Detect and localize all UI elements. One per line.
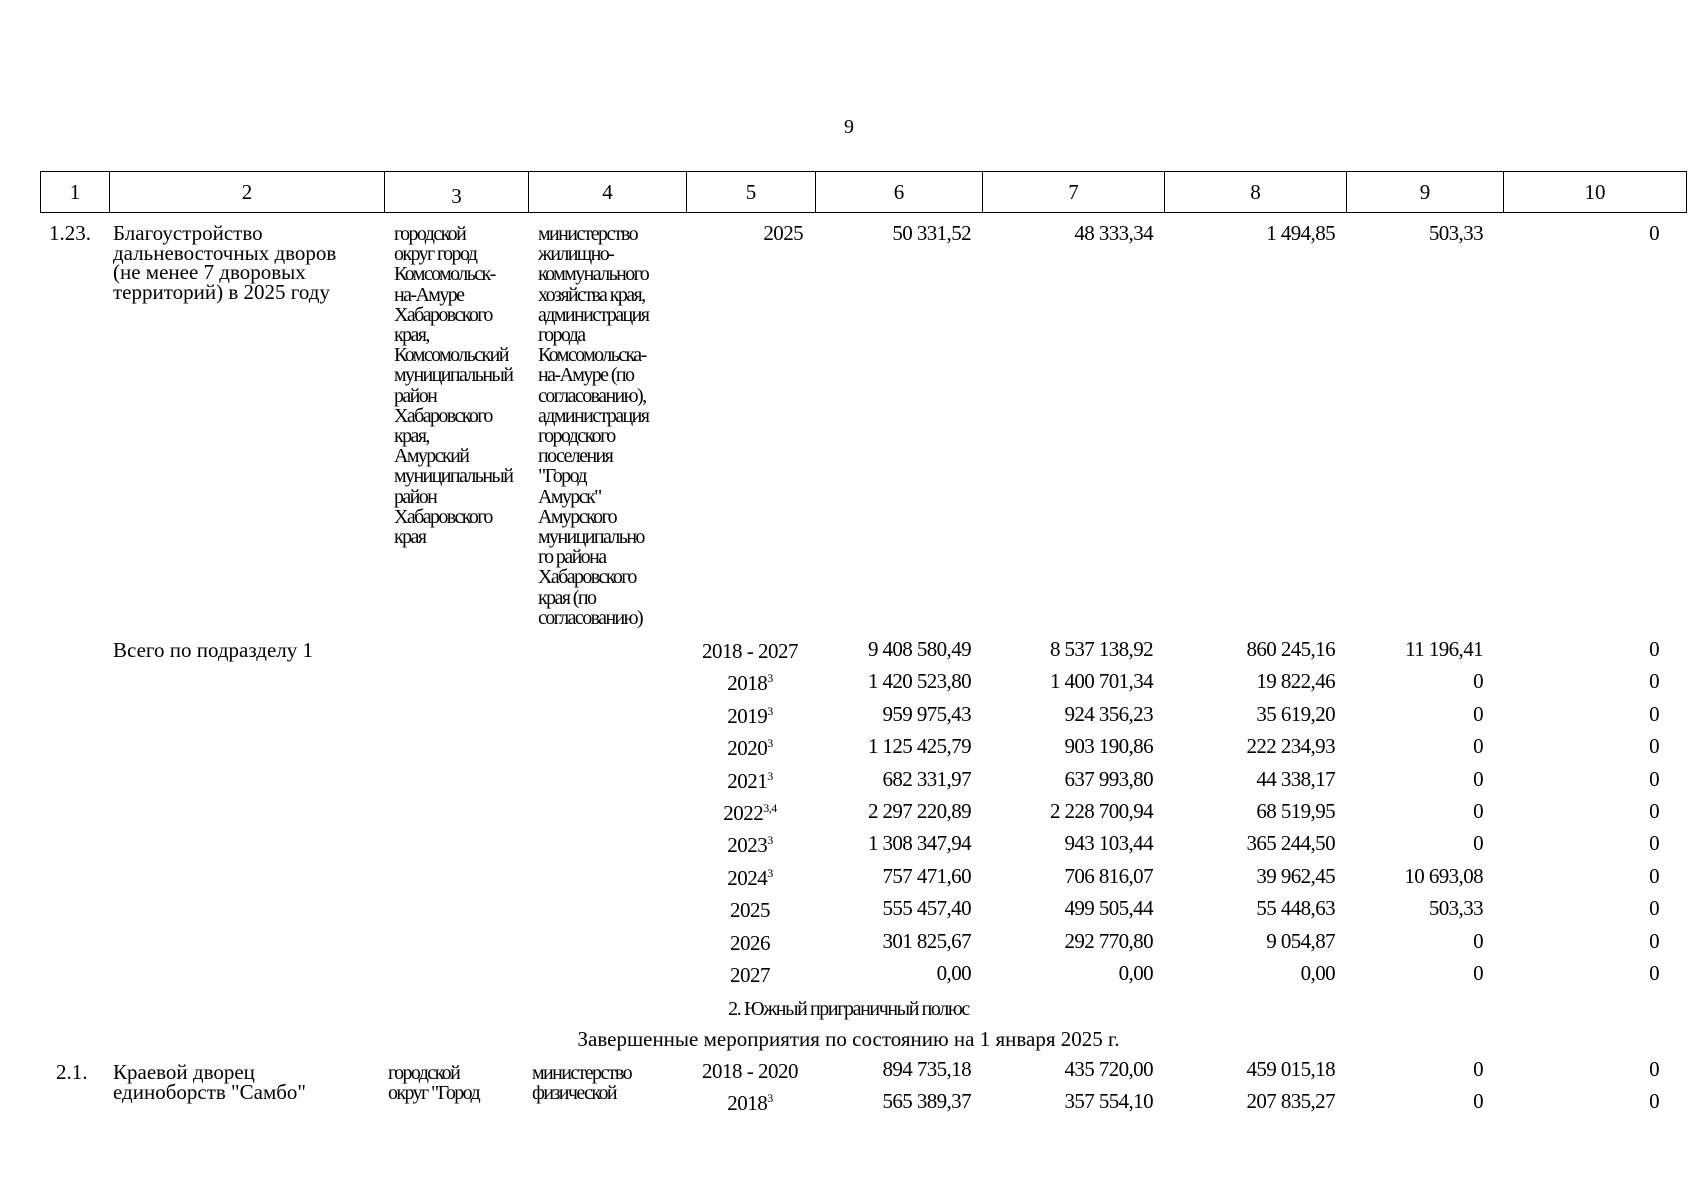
value-col-9: 10 693,08 (1404, 863, 1483, 888)
measure-name: Краевой дворец единоборств "Самбо" (113, 1060, 306, 1104)
row-number: 1.23. (49, 221, 91, 245)
year-cell: 2018 - 2027 (702, 639, 798, 663)
measure-name: Благоустройство дальневосточных дворов (не менее 7 дворовых территорий) в 2025 году (113, 221, 337, 304)
value-col-8: 44 338,17 (1256, 766, 1335, 791)
value-col-6: 757 471,60 (882, 863, 971, 888)
year-cell: 2026 (730, 930, 770, 955)
value-col-10: 0 (1649, 961, 1659, 985)
value-col-7: 903 190,86 (1064, 734, 1153, 759)
value-col-7: 924 356,23 (1064, 701, 1153, 726)
year-cell: 2023$^3$ (727, 833, 773, 858)
value-col-10: 0 (1649, 896, 1659, 921)
header-cell: 4 (528, 172, 686, 212)
subsection-title: Завершенные мероприятия по состоянию на 1 января 2025 г. (577, 1027, 1120, 1051)
value-col-7: 943 103,44 (1064, 831, 1153, 856)
value-col-9: 503,33 (1428, 221, 1483, 245)
value-col-7: 637 993,80 (1064, 766, 1153, 791)
value-col-7: 48 333,34 (1074, 221, 1153, 245)
value-col-9: 503,33 (1428, 896, 1483, 921)
value-col-8: 207 835,27 (1246, 1089, 1335, 1113)
value-col-6: 1 125 425,79 (867, 734, 971, 759)
subtotal-label: Всего по подразделу 1 (113, 638, 314, 662)
value-col-10: 0 (1649, 734, 1659, 759)
value-col-9: 0 (1473, 799, 1483, 823)
value-col-9: 11 196,41 (1405, 637, 1483, 661)
executor-cell: министерство физической (532, 1062, 631, 1105)
value-col-9: 0 (1473, 831, 1483, 856)
section-title: 2. Южный приграничный полюс (728, 998, 969, 1020)
value-col-6: 555 457,40 (882, 896, 971, 921)
value-col-10: 0 (1649, 669, 1659, 694)
value-col-6: 50 331,52 (892, 221, 971, 245)
header-cell: 1 (40, 172, 109, 212)
value-col-8: 459 015,18 (1246, 1057, 1335, 1081)
year-cell: 2022$^{3,4}$ (723, 801, 777, 825)
value-col-8: 0,00 (1300, 961, 1335, 985)
value-col-7: 2 228 700,94 (1049, 799, 1153, 823)
value-col-8: 39 962,45 (1256, 863, 1335, 888)
year-cell: 2018$^3$ (727, 1091, 773, 1115)
value-col-6: 565 389,37 (882, 1089, 971, 1113)
header-cell: 2 (109, 172, 384, 212)
row-number: 2.1. (56, 1060, 88, 1084)
value-col-6: 9 408 580,49 (867, 637, 971, 661)
value-col-10: 0 (1649, 766, 1659, 791)
value-col-10: 0 (1649, 637, 1659, 661)
value-col-6: 959 975,43 (882, 701, 971, 726)
value-col-7: 357 554,10 (1064, 1089, 1153, 1113)
year-cell: 2018 - 2020 (702, 1059, 798, 1083)
value-col-9: 0 (1473, 734, 1483, 759)
value-col-10: 0 (1649, 831, 1659, 856)
value-col-8: 860 245,16 (1246, 637, 1335, 661)
year-cell: 2019$^3$ (727, 703, 773, 728)
value-col-7: 706 816,07 (1064, 863, 1153, 888)
header-cell: 7 (982, 172, 1164, 212)
year-cell: 2021$^3$ (727, 768, 773, 793)
value-col-6: 1 308 347,94 (867, 831, 971, 856)
territory-cell: городской округ город Комсомольск- на-Амуре Хабаровского края, Комсомольский муниципальный район Хабаровского края, Амурский муниципальный район Хабаровского края (394, 223, 513, 549)
year-cell: 2024$^3$ (727, 865, 773, 890)
value-col-6: 301 825,67 (882, 928, 971, 953)
value-col-6: 1 420 523,80 (867, 669, 971, 694)
year-cell: 2027 (730, 963, 770, 987)
year-cell: 2020$^3$ (727, 736, 773, 761)
value-col-8: 19 822,46 (1256, 669, 1335, 694)
value-col-8: 9 054,87 (1266, 928, 1335, 953)
value-col-8: 68 519,95 (1256, 799, 1335, 823)
value-col-10: 0 (1649, 928, 1659, 953)
value-col-9: 0 (1473, 928, 1483, 953)
value-col-9: 0 (1473, 961, 1483, 985)
value-col-7: 8 537 138,92 (1049, 637, 1153, 661)
value-col-6: 0,00 (936, 961, 971, 985)
value-col-10: 0 (1649, 1089, 1659, 1113)
value-col-10: 0 (1649, 863, 1659, 888)
value-col-9: 0 (1473, 701, 1483, 726)
value-col-8: 35 619,20 (1256, 701, 1335, 726)
value-col-10: 0 (1649, 799, 1659, 823)
year-cell: 2018$^3$ (727, 671, 773, 696)
territory-cell: городской округ "Город (388, 1062, 480, 1105)
value-col-6: 682 331,97 (882, 766, 971, 791)
value-col-9: 0 (1473, 669, 1483, 694)
value-col-6: 894 735,18 (882, 1057, 971, 1081)
value-col-9: 0 (1473, 1057, 1483, 1081)
value-col-10: 0 (1649, 701, 1659, 726)
value-col-7: 292 770,80 (1064, 928, 1153, 953)
header-cell: 3 (384, 172, 528, 212)
value-col-10: 0 (1649, 1057, 1659, 1081)
header-cell: 10 (1503, 172, 1687, 212)
value-col-9: 0 (1473, 1089, 1483, 1113)
value-col-7: 1 400 701,34 (1049, 669, 1153, 694)
header-cell: 5 (686, 172, 815, 212)
header-cell: 6 (815, 172, 982, 212)
page-number: 9 (844, 116, 854, 138)
value-col-7: 435 720,00 (1064, 1057, 1153, 1081)
year-cell: 2025 (730, 898, 770, 923)
value-col-10: 0 (1649, 221, 1659, 245)
year-cell: 2025 (763, 221, 803, 245)
value-col-8: 1 494,85 (1266, 221, 1335, 245)
header-cell: 9 (1346, 172, 1503, 212)
header-cell: 8 (1164, 172, 1346, 212)
value-col-7: 0,00 (1118, 961, 1153, 985)
value-col-8: 365 244,50 (1246, 831, 1335, 856)
value-col-9: 0 (1473, 766, 1483, 791)
executor-cell: министерство жилищно- коммунального хозяйства края, администрация города Комсомольска- на-Амуре (по согласованию), администрация городского поселения "Город Амурск" Амурского муниципально го района Хабаровского края (по согласованию) (538, 223, 649, 629)
value-col-8: 222 234,93 (1246, 734, 1335, 759)
table-header (40, 171, 1687, 213)
value-col-8: 55 448,63 (1256, 896, 1335, 921)
value-col-7: 499 505,44 (1064, 896, 1153, 921)
value-col-6: 2 297 220,89 (867, 799, 971, 823)
